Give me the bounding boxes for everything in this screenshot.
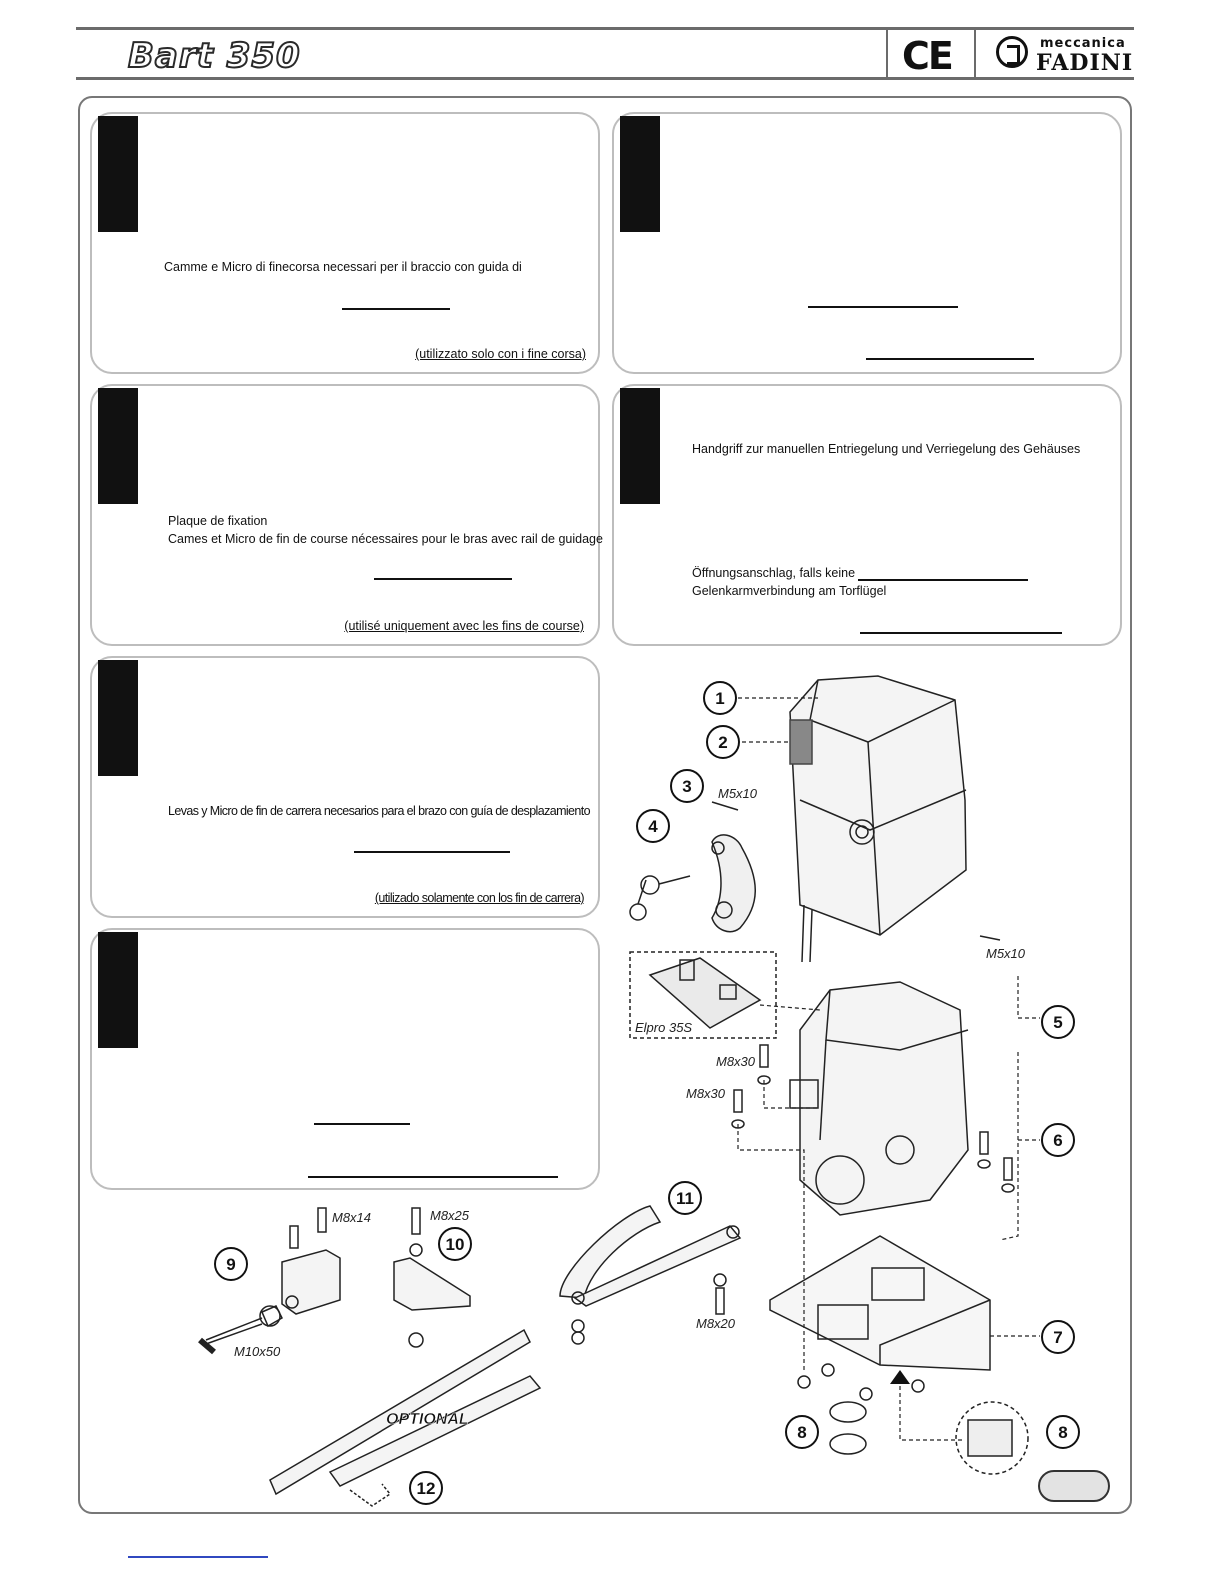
label-m8x25: M8x25 [430, 1208, 470, 1223]
panel-text-line: Plaque de fixation [168, 514, 268, 528]
panel-note: (utilizado solamente con los fin de carrera) [374, 891, 584, 905]
panel-note: (utilisé uniquement avec les fins de course) [344, 619, 584, 633]
callout-2: 2 [718, 733, 728, 752]
callout-9: 9 [226, 1255, 236, 1274]
panel-text-line: Camme e Micro di finecorsa necessari per il braccio con guida di [164, 260, 522, 274]
mounting-block [282, 1250, 340, 1314]
panel-text-line: Handgriff zur manuellen Entriegelung und Verriegelung des Gehäuses [692, 442, 1081, 456]
callout-7: 7 [1053, 1328, 1063, 1347]
brand-name: FADINI [1036, 50, 1134, 76]
panel-text-line: Levas y Micro de fin de carrera necesarios para el brazo con guía de desplazamiento [168, 804, 590, 818]
panel-text-line: Gelenkarmverbindung am Torflügel [692, 584, 887, 598]
label-m10x50: M10x50 [234, 1344, 281, 1359]
label-m5x10: M5x10 [986, 946, 1026, 961]
callout-12: 12 [416, 1479, 436, 1498]
callout-3: 3 [682, 777, 692, 796]
callout-10: 10 [445, 1235, 465, 1254]
label-elpro: Elpro 35S [635, 1020, 693, 1035]
callout-4: 4 [648, 817, 658, 836]
key-icon [630, 876, 690, 920]
label-m5x10: M5x10 [718, 786, 758, 801]
product-title: Bart 350 [128, 36, 301, 76]
label-m8x30: M8x30 [686, 1086, 726, 1101]
label-m8x20: M8x20 [696, 1316, 736, 1331]
panel-text-line: Cames et Micro de fin de course nécessaires pour le bras avec rail de guidage [168, 532, 603, 546]
callout-11: 11 [676, 1189, 694, 1208]
gear-motor [800, 982, 968, 1215]
panel-note: (utilizzato solo con i fine corsa) [415, 347, 586, 361]
footer-link-underline[interactable] [128, 1556, 268, 1558]
arrow-up-icon [890, 1370, 910, 1384]
callout-6: 6 [1053, 1131, 1063, 1150]
brand-subtitle: meccanica [1040, 36, 1126, 51]
label-optional: OPTIONAL [386, 1411, 469, 1428]
label-m8x14: M8x14 [332, 1210, 372, 1225]
release-handle [712, 835, 755, 932]
ce-mark: CE [902, 34, 952, 78]
page-number-badge [1038, 1470, 1110, 1502]
callout-8b: 8 [1058, 1423, 1068, 1442]
callout-8: 8 [797, 1423, 807, 1442]
mounting-bracket [394, 1258, 470, 1310]
callout-1: 1 [715, 689, 725, 708]
panel-text-line: Öffnungsanschlag, falls keine [692, 566, 856, 580]
label-m8x30: M8x30 [716, 1054, 756, 1069]
callout-5: 5 [1053, 1013, 1063, 1032]
